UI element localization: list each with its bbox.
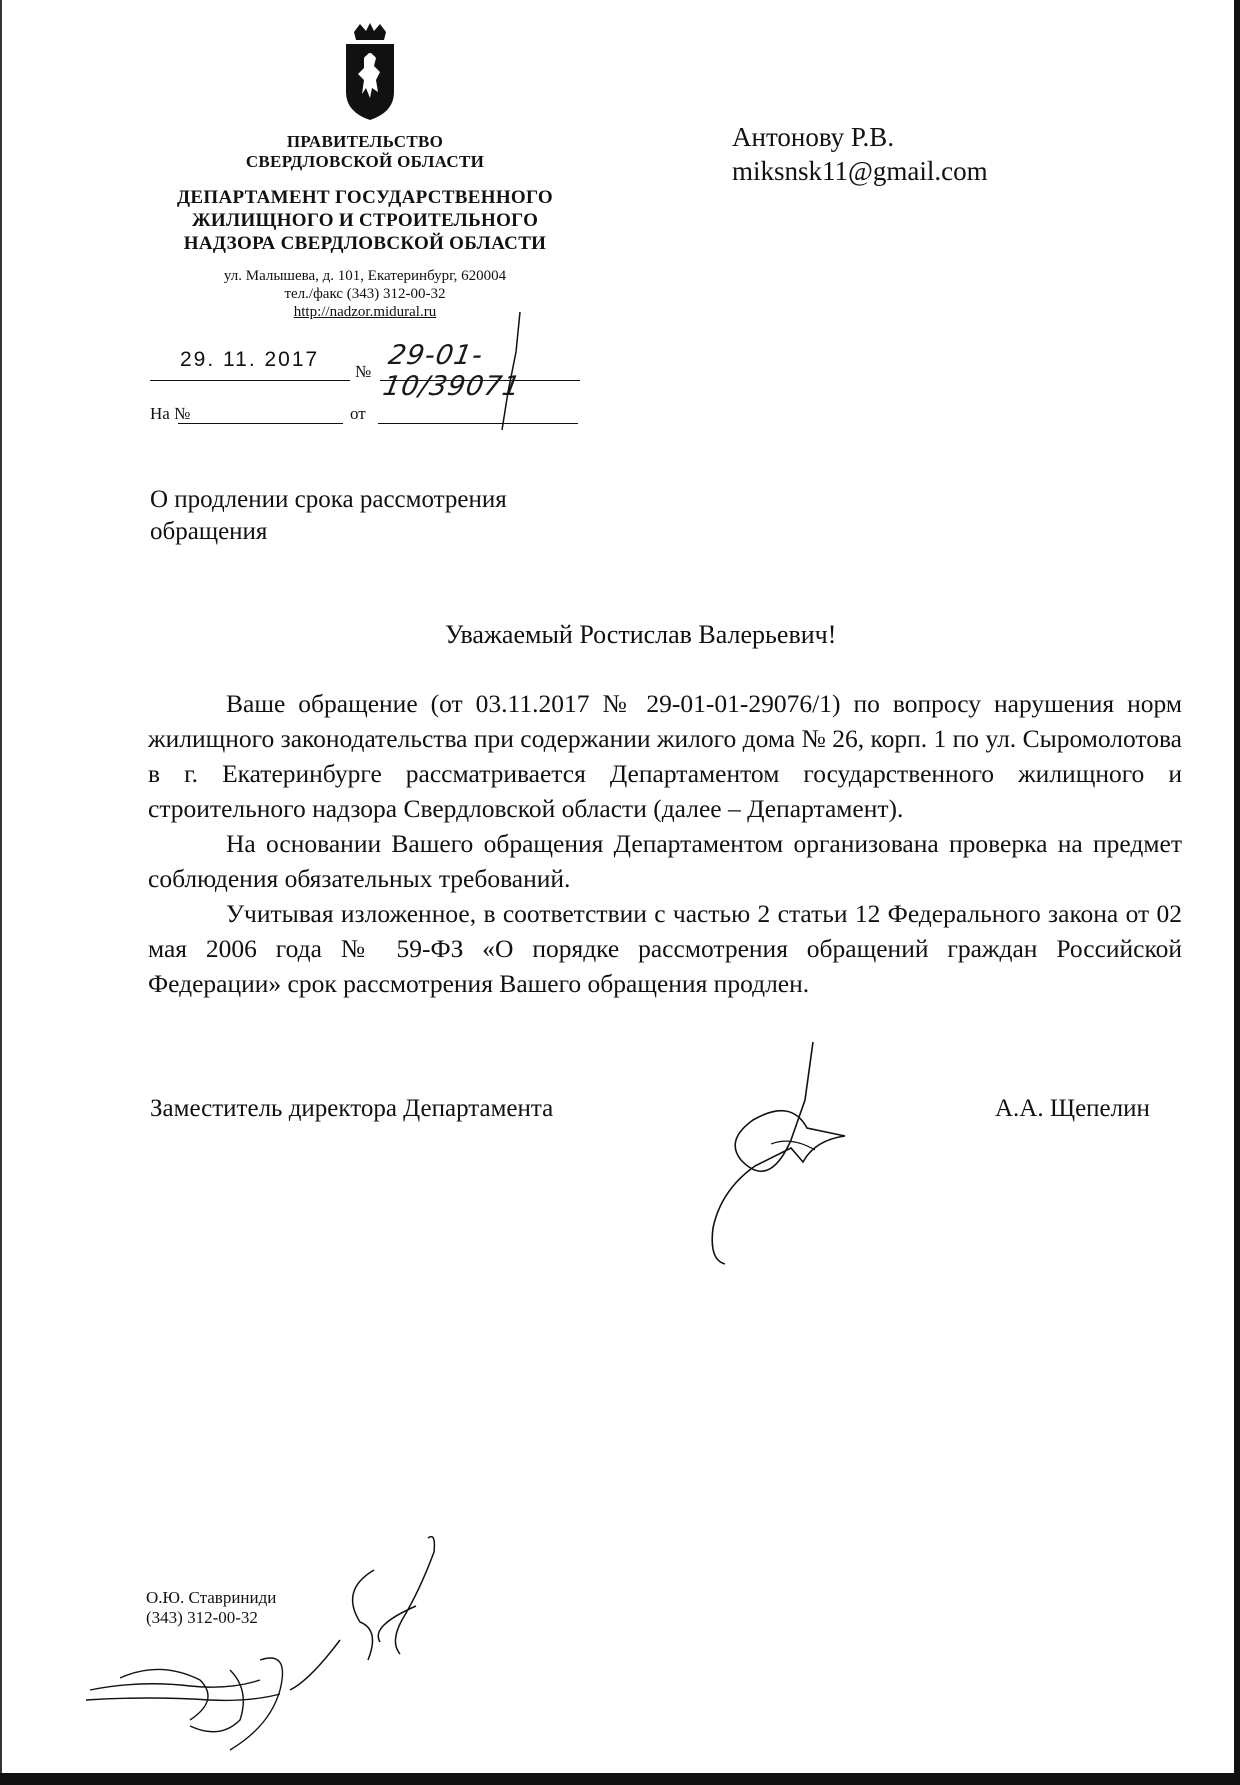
government-name: ПРАВИТЕЛЬСТВО СВЕРДЛОВСКОЙ ОБЛАСТИ <box>245 132 485 171</box>
reference-number-field <box>178 403 343 424</box>
department-name <box>130 186 600 255</box>
recipient-block <box>732 120 988 188</box>
department-line: НАДЗОРА СВЕРДЛОВСКОЙ ОБЛАСТИ <box>183 233 547 254</box>
letter-body <box>148 686 1182 1001</box>
outgoing-number: 29-01-10/39071 <box>380 340 524 402</box>
signatory-name: А.А. Щепелин <box>995 1095 1150 1122</box>
department-website-link[interactable]: http://nadzor.midural.ru <box>293 304 437 320</box>
department-address: ул. Малышева, д. 101, Екатеринбург, 620004 <box>223 268 507 284</box>
reference-date-field <box>378 403 578 424</box>
scan-border-right <box>1234 0 1240 1785</box>
scan-border-bottom <box>0 1773 1240 1785</box>
letterhead <box>130 132 600 321</box>
department-line: ДЕПАРТАМЕНТ ГОСУДАРСТВЕННОГО <box>177 187 553 208</box>
executor-phone: (343) 312-00-32 <box>146 1608 258 1627</box>
outgoing-date: 29. 11. 2017 <box>180 348 320 371</box>
letter-subject: О продлении срока рассмотрения обращения <box>150 486 507 545</box>
signatory-position: Заместитель директора Департамента <box>150 1095 554 1122</box>
outgoing-number-field <box>380 340 580 402</box>
handwritten-signature <box>695 1040 855 1270</box>
recipient-email: miksnsk11@gmail.com <box>732 156 988 186</box>
department-phone: тел./факс (343) 312-00-32 <box>284 286 446 302</box>
executor-name: О.Ю. Ставриниди <box>146 1588 277 1607</box>
department-line: ЖИЛИЩНОГО И СТРОИТЕЛЬНОГО <box>191 210 539 231</box>
body-paragraph: Учитывая изложенное, в соответствии с частью 2 статьи 12 Федерального закона от 02 мая 2006 года № 59-ФЗ «О порядке рассмотрения обращений граждан Российской Федерации» срок рассмотрения Вашего обращения продлен. <box>148 899 1182 998</box>
body-paragraph: На основании Вашего обращения Департаментом организована проверка на предмет соблюдения обязательных требований. <box>148 829 1182 893</box>
executor-signature <box>80 1530 440 1760</box>
recipient-name: Антонову Р.В. <box>732 122 895 152</box>
salutation: Уважаемый Ростислав Валерьевич! <box>445 620 837 649</box>
scan-border-left <box>0 0 2 1785</box>
number-label: № <box>355 362 372 381</box>
body-paragraph: Ваше обращение (от 03.11.2017 № 29-01-01-29076/1) по вопросу нарушения норм жилищного законодательства при содержании жилого дома № 26, корп. 1 по ул. Сыромолотова в г. Екатеринбурге рассматривается Департаментом государственного жилищного и строительного надзора Свердловской области (далее – Департамент). <box>148 689 1182 823</box>
reference-number-label: На № <box>150 404 191 423</box>
coat-of-arms-emblem <box>340 22 400 122</box>
reference-date-label: от <box>350 404 366 423</box>
outgoing-date-field <box>150 342 350 381</box>
